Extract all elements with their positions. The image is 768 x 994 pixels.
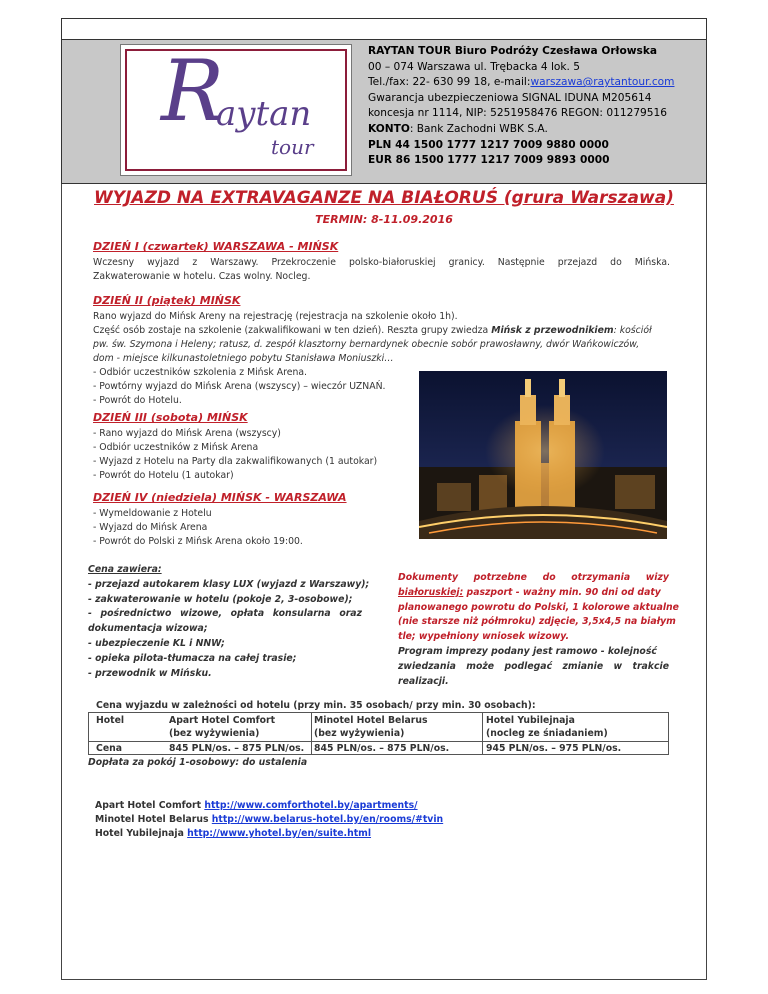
hotel-name: Minotel Hotel Belarus xyxy=(314,715,428,726)
day1-line1: Wczesny wyjazd z Warszawy. Przekroczenie polsko-białoruskiej granicy. Następnie przejazd do Mińska. xyxy=(93,257,670,268)
hotel-links xyxy=(95,799,443,841)
program-note-line: zwiedzania może podlegać zmianie w trakcie xyxy=(398,660,669,672)
hotel-link-row xyxy=(95,799,443,813)
col-cena-label: Cena xyxy=(96,743,123,754)
company-name-rest: Biuro Podróży Czesława Orłowska xyxy=(451,45,658,57)
hotel-price: 945 PLN/os. – 975 PLN/os. xyxy=(486,743,622,754)
logo-letter-r: R xyxy=(161,42,225,140)
hotel-link[interactable]: http://www.yhotel.by/en/suite.html xyxy=(187,828,372,839)
program-note-line: realizacji. xyxy=(398,675,449,687)
price-includes-line: dokumentacja wizowa; xyxy=(88,623,208,635)
day2-line3: pw. św. Szymona i Heleny; ratusz, d. zespół klasztorny bernardynek obecnie sobór prawosławny, dwór Wańkowiczów, xyxy=(93,339,640,350)
docs-line4: (nie starsze niż półmroku) zdjęcie, 3,5x4,5 na białym xyxy=(398,616,676,628)
logo-text-aytan: aytan xyxy=(216,94,312,134)
day3-item: - Odbiór uczestników z Mińsk Arena xyxy=(93,442,259,453)
hotel-name: Hotel Yubilejnaja xyxy=(486,715,575,726)
minsk-night-photo xyxy=(419,371,667,539)
table-divider xyxy=(311,713,312,754)
day4-item: - Powrót do Polski z Mińsk Arena około 19:00. xyxy=(93,536,303,547)
day3-item: - Powrót do Hotelu (1 autokar) xyxy=(93,470,234,481)
price-includes-line: - pośrednictwo wizowe, opłata konsularna oraz xyxy=(88,608,362,620)
day1-heading: DZIEŃ I (czwartek) WARSZAWA - MIŃSK xyxy=(93,240,339,253)
hotel-link[interactable]: http://www.belarus-hotel.by/en/rooms/#tvin xyxy=(211,814,444,825)
price-includes-heading: Cena zawiera: xyxy=(88,564,162,575)
hotel-link-label: Minotel Hotel Belarus xyxy=(95,814,212,825)
hotel-link-row xyxy=(95,813,443,827)
day2-line6: - Powtórny wyjazd do Mińsk Arena (wszyscy) – wieczór UZNAŃ. xyxy=(93,381,386,392)
docs-line1 xyxy=(398,571,669,586)
company-info xyxy=(368,44,674,169)
docs-country: białoruskiej: xyxy=(398,586,464,598)
trip-dates: TERMIN: 8-11.09.2016 xyxy=(315,213,453,226)
day2-line2-tail: : kościół xyxy=(613,325,652,336)
price-includes-line: - przewodnik w Mińsku. xyxy=(88,667,212,679)
company-name: RAYTAN TOUR xyxy=(368,45,452,57)
konto-bank: : Bank Zachodni WBK S.A. xyxy=(409,122,548,135)
company-address: 00 – 074 Warszawa ul. Trębacka 4 lok. 5 xyxy=(368,60,581,73)
day2-line7: - Powrót do Hotelu. xyxy=(93,395,182,406)
hotel-note: (bez wyżywienia) xyxy=(314,728,405,739)
price-table xyxy=(88,712,669,755)
day4-item: - Wymeldowanie z Hotelu xyxy=(93,508,212,519)
day1-line2: Zakwaterowanie w hotelu. Czas wolny. Nocleg. xyxy=(93,271,311,282)
day2-line1: Rano wyjazd do Mińsk Areny na rejestrację (rejestracja na szkolenie około 1h). xyxy=(93,311,458,322)
day3-item: - Wyjazd z Hotelu na Party dla zakwalifikowanych (1 autokar) xyxy=(93,456,378,467)
company-license: koncesja nr 1114, NIP: 5251958476 REGON: 011279516 xyxy=(368,107,668,120)
hotel-note: (bez wyżywienia) xyxy=(169,728,260,739)
hotel-link[interactable]: http://www.comforthotel.by/apartments/ xyxy=(204,800,418,811)
docs-word: otrzymania xyxy=(571,572,631,583)
logo-text-tour: tour xyxy=(271,135,314,159)
hotel-link-label: Apart Hotel Comfort xyxy=(95,800,205,811)
day2-line2-text: Część osób zostaje na szkolenie (zakwalifikowani w ten dzień). Reszta grupy zwiedza xyxy=(93,325,492,336)
docs-word: Dokumenty xyxy=(398,572,459,583)
docs-word: do xyxy=(542,572,556,583)
day3-heading: DZIEŃ III (sobota) MIŃSK xyxy=(93,411,248,424)
day4-item: - Wyjazd do Mińsk Arena xyxy=(93,522,208,533)
hotel-note: (nocleg ze śniadaniem) xyxy=(486,728,608,739)
docs-line2-text: paszport - ważny min. 90 dni od daty xyxy=(463,586,661,598)
company-tel: Tel./fax: 22- 630 99 18, e-mail: xyxy=(368,76,531,89)
visa-documents xyxy=(398,571,679,689)
day2-guide: Mińsk z przewodnikiem xyxy=(491,325,614,336)
account-eur: EUR 86 1500 1777 1217 7009 9893 0000 xyxy=(368,154,610,167)
col-hotel-label: Hotel xyxy=(96,715,125,726)
company-email-link[interactable]: warszawa@raytantour.com xyxy=(530,76,675,89)
hotel-link-row xyxy=(95,827,443,841)
docs-line5: tle; wypełniony wniosek wizowy. xyxy=(398,631,570,643)
hotel-price: 845 PLN/os. – 875 PLN/os. xyxy=(314,743,450,754)
hotel-name: Apart Hotel Comfort xyxy=(169,715,276,726)
table-divider xyxy=(482,713,483,754)
header-top-strip xyxy=(62,19,706,40)
docs-line2 xyxy=(398,586,669,601)
day2-heading: DZIEŃ II (piątek) MIŃSK xyxy=(93,294,241,307)
day3-item: - Rano wyjazd do Mińsk Arena (wszyscy) xyxy=(93,428,281,439)
raytan-logo xyxy=(120,44,352,176)
docs-word: potrzebne xyxy=(473,572,527,583)
program-note-line: Program imprezy podany jest ramowo - kolejność xyxy=(398,645,657,657)
konto-label: KONTO xyxy=(368,122,410,135)
day2-line2 xyxy=(93,324,652,338)
docs-word: wizy xyxy=(645,572,669,583)
price-includes xyxy=(88,563,369,681)
price-includes-line: - przejazd autokarem klasy LUX (wyjazd z Warszawy); xyxy=(88,578,370,590)
day2-line4: dom - miejsce kilkunastoletniego pobytu Stanisława Moniuszki… xyxy=(93,353,394,364)
price-table-heading: Cena wyjazdu w zależności od hotelu (przy min. 35 osobach/ przy min. 30 osobach): xyxy=(96,700,536,711)
page-title: WYJAZD NA EXTRAVAGANZE NA BIAŁORUŚ (grura Warszawa) xyxy=(94,188,674,208)
hotel-price: 845 PLN/os. – 875 PLN/os. xyxy=(169,743,305,754)
single-room-surcharge: Dopłata za pokój 1-osobowy: do ustalenia xyxy=(88,757,308,768)
day4-heading: DZIEŃ IV (niedziela) MIŃSK - WARSZAWA xyxy=(93,491,347,504)
day2-line5: - Odbiór uczestników szkolenia z Mińsk Arena. xyxy=(93,367,307,378)
price-includes-line: - zakwaterowanie w hotelu (pokoje 2, 3-osobowe); xyxy=(88,593,353,605)
docs-line3: planowanego powrotu do Polski, 1 kolorowe aktualne xyxy=(398,601,679,613)
hotel-link-label: Hotel Yubilejnaja xyxy=(95,828,188,839)
price-includes-line: - opieka pilota-tłumacza na całej trasie; xyxy=(88,652,297,664)
company-insurance: Gwarancja ubezpieczeniowa SIGNAL IDUNA M205614 xyxy=(368,91,652,104)
price-includes-line: - ubezpieczenie KL i NNW; xyxy=(88,637,225,649)
account-pln: PLN 44 1500 1777 1217 7009 9880 0000 xyxy=(368,138,609,151)
